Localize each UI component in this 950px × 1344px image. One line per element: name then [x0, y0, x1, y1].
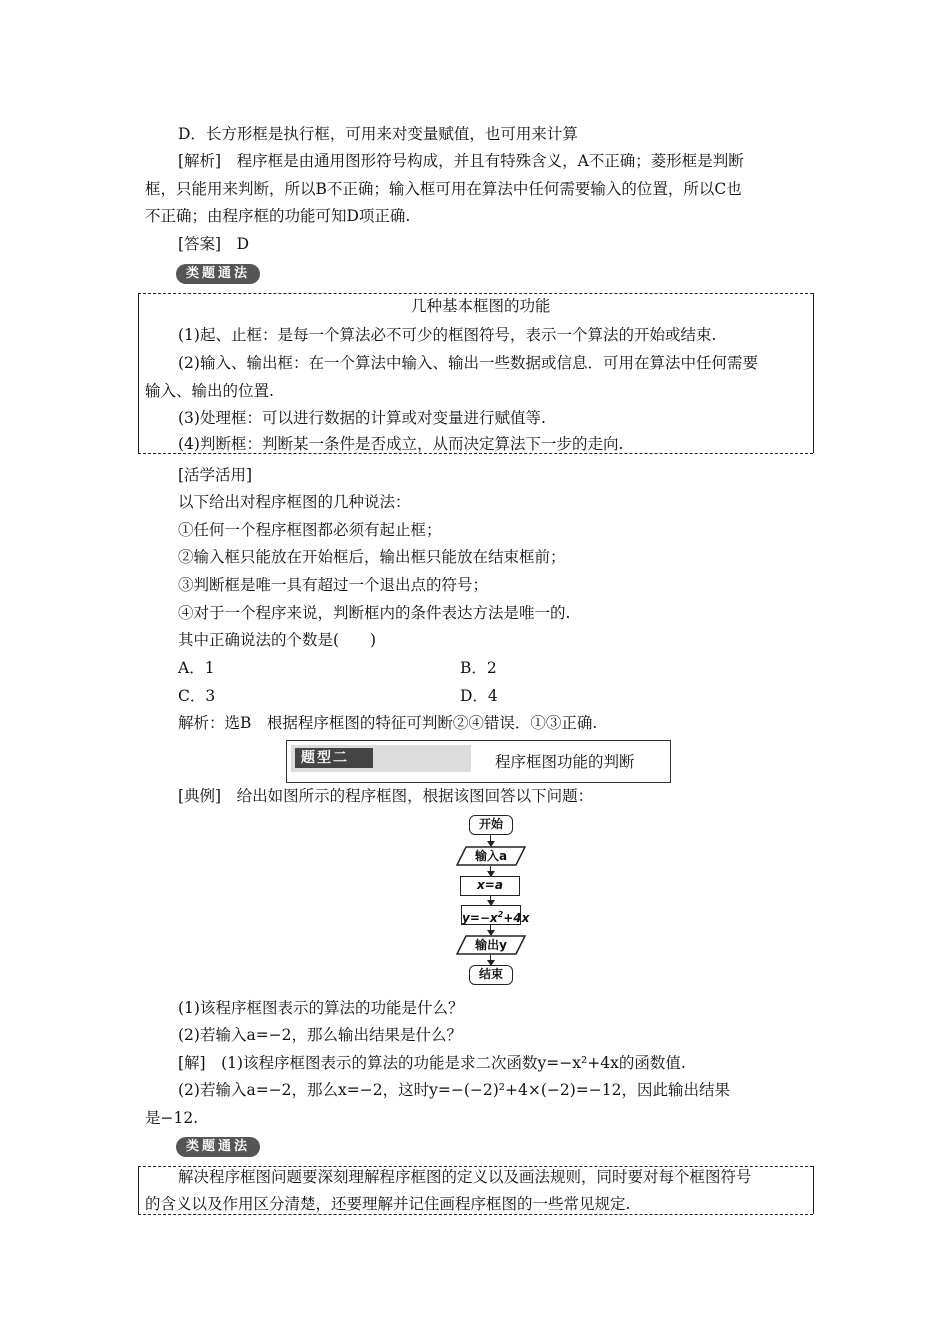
summary2-line-1: 解决程序框图问题要深刻理解程序框图的定义以及画法规则，同时要对每个框图符号: [178, 1168, 752, 1186]
summary-line-3: 输入、输出的位置.: [145, 382, 274, 400]
compute-suffix: +4x: [503, 911, 530, 925]
flowchart-output: 输出y: [475, 938, 507, 952]
type-title: 程序框图功能的判断: [495, 753, 635, 771]
analysis-line-1: [解析] 程序框是由通用图形符号构成，并且有特殊含义，A不正确；菱形框是判断: [178, 152, 744, 170]
practice-solution: 解析：选B 根据程序框图的特征可判断②④错误．①③正确.: [178, 714, 598, 732]
compute-exponent: 2: [497, 910, 504, 919]
solution-line-2: (2)若输入a=−2，那么x=−2，这时y=−(−2)²+4×(−2)=−12，因此输出结果: [178, 1081, 730, 1099]
flow-arrow-4: [490, 925, 491, 935]
practice-item-3: ③判断框是唯一具有超过一个退出点的符号；: [178, 576, 489, 594]
practice-item-2: ②输入框只能放在开始框后，输出框只能放在结束框前；: [178, 548, 566, 566]
flow-arrow-2: [490, 866, 491, 876]
option-b: B．2: [460, 659, 497, 677]
flow-arrow-5: [490, 955, 491, 965]
practice-stem: 以下给出对程序框图的几种说法：: [178, 493, 411, 511]
summary-box: [138, 293, 814, 453]
option-c: C．3: [178, 687, 216, 705]
summary2-line-2: 的含义以及作用区分清楚，还要理解并记住画程序框图的一些常见规定.: [145, 1195, 631, 1213]
solution-line-1: [解] (1)该程序框图表示的算法的功能是求二次函数y=−x²+4x的函数值.: [178, 1054, 686, 1072]
type-tag-strip: [291, 745, 471, 772]
summary-box-title: 几种基本框图的功能: [411, 297, 551, 315]
analysis-line-2: 框，只能用来判断，所以B不正确；输入框可用在算法中任何需要输入的位置，所以C也: [145, 180, 742, 198]
option-d-choice: D．4: [460, 687, 498, 705]
question-2: (2)若输入a=−2，那么输出结果是什么？: [178, 1026, 463, 1044]
practice-item-1: ①任何一个程序框图都必须有起止框；: [178, 521, 442, 539]
example-stem: [典例] 给出如图所示的程序框图，根据该图回答以下问题：: [178, 787, 594, 805]
flowchart-assign: x=a: [460, 876, 520, 896]
method-badge-2: 类题通法: [176, 1137, 260, 1157]
summary-line-2: (2)输入、输出框：在一个算法中输入、输出一些数据或信息．可用在算法中任何需要: [178, 354, 758, 372]
question-1: (1)该程序框图表示的算法的功能是什么？: [178, 999, 464, 1017]
practice-item-4: ④对于一个程序来说，判断框内的条件表达方法是唯一的.: [178, 604, 571, 622]
flow-arrow-3: [490, 896, 491, 905]
analysis-line-3: 不正确；由程序框的功能可知D项正确.: [145, 207, 411, 225]
type-tag: 题型二: [295, 748, 373, 768]
option-a: A．1: [178, 659, 215, 677]
flowchart-start: 开始: [469, 815, 513, 835]
summary2-box-bottom: [138, 1214, 813, 1215]
flow-arrow-1: [490, 835, 491, 846]
solution-line-3: 是−12.: [145, 1109, 199, 1127]
answer: [答案] D: [178, 235, 250, 253]
practice-question: 其中正确说法的个数是( ): [178, 631, 377, 649]
flowchart-end: 结束: [469, 965, 513, 985]
flowchart-compute: [461, 905, 530, 925]
compute-prefix: y=−x: [462, 911, 498, 925]
option-d: D．长方形框是执行框，可用来对变量赋值，也可用来计算: [178, 125, 578, 143]
summary-line-5: (4)判断框：判断某一条件是否成立，从而决定算法下一步的走向.: [178, 435, 624, 453]
flowchart-input: 输入a: [474, 849, 508, 863]
type-two-header: [286, 740, 671, 783]
summary-line-1: (1)起、止框：是每一个算法必不可少的框图符号，表示一个算法的开始或结束.: [178, 326, 717, 344]
method-badge: 类题通法: [176, 264, 260, 284]
summary-line-4: (3)处理框：可以进行数据的计算或对变量进行赋值等.: [178, 409, 546, 427]
practice-heading: [活学活用]: [178, 466, 253, 484]
